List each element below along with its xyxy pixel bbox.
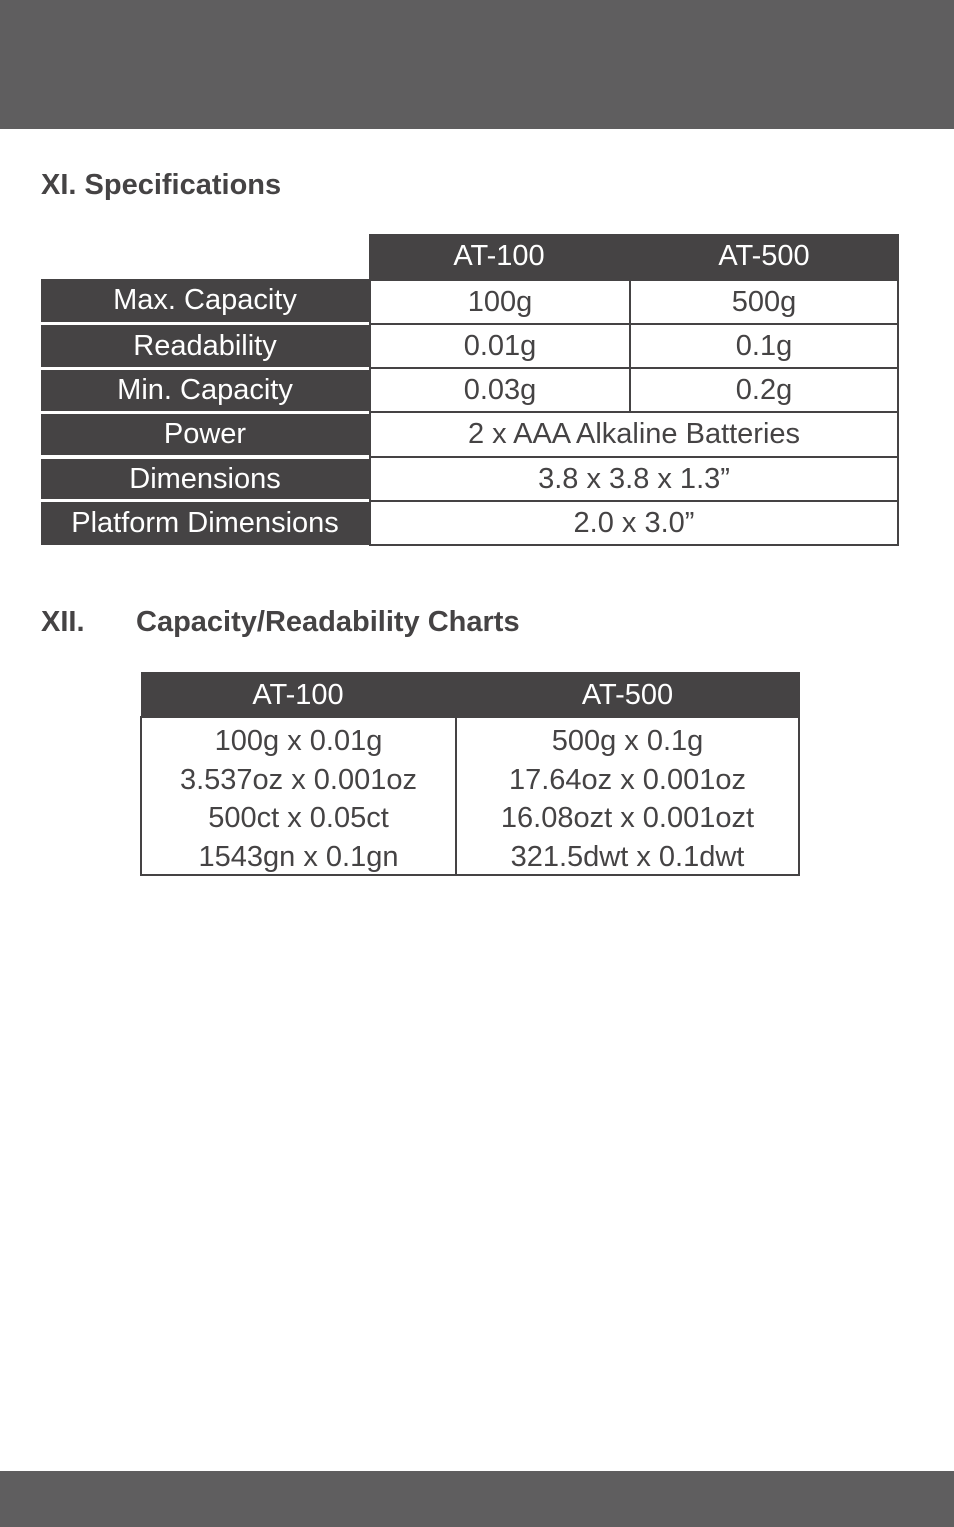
charts-heading: Capacity/Readability Charts: [136, 606, 520, 638]
spec-cell-platform-dimensions: 2.0 x 3.0”: [369, 500, 899, 546]
chart-line: 17.64oz x 0.001oz: [508, 763, 746, 796]
spec-cell-min-capacity-at500: 0.2g: [629, 367, 899, 413]
chart-col-header-at100: AT-100: [141, 672, 455, 718]
spec-cell-max-capacity-at500: 500g: [629, 279, 899, 325]
chart-line: 1543gn x 0.1gn: [198, 840, 399, 873]
spec-col-header-at100: AT-100: [369, 234, 629, 279]
chart-line: 16.08ozt x 0.001ozt: [500, 802, 755, 834]
spec-row-label-dimensions: Dimensions: [41, 459, 369, 499]
chart-line: 500ct x 0.05ct: [208, 802, 389, 834]
chart-line: 321.5dwt x 0.1dwt: [510, 840, 745, 873]
spec-row-label-platform-dimensions: Platform Dimensions: [41, 502, 369, 545]
chart-line: 100g x 0.01g: [214, 725, 383, 757]
spec-col-header-at500: AT-500: [629, 234, 899, 279]
chart-line: 3.537oz x 0.001oz: [179, 763, 417, 796]
specifications-heading: XI. Specifications: [41, 169, 282, 201]
spec-cell-max-capacity-at100: 100g: [369, 279, 631, 325]
chart-col-header-at500: AT-500: [455, 672, 800, 718]
chart-cell-at500: [455, 716, 800, 876]
spec-cell-dimensions: 3.8 x 3.8 x 1.3”: [369, 456, 899, 502]
chart-cell-at100: [140, 716, 457, 876]
chart-line: 500g x 0.1g: [551, 725, 704, 757]
spec-cell-min-capacity-at100: 0.03g: [369, 367, 631, 413]
spec-cell-readability-at500: 0.1g: [629, 323, 899, 369]
spec-row-label-min-capacity: Min. Capacity: [41, 370, 369, 411]
bottom-band: [0, 1471, 954, 1527]
spec-cell-readability-at100: 0.01g: [369, 323, 631, 369]
spec-row-label-power: Power: [41, 414, 369, 455]
top-band: [0, 0, 954, 129]
spec-cell-power: 2 x AAA Alkaline Batteries: [369, 411, 899, 458]
charts-section-number: XII.: [41, 606, 85, 638]
spec-row-label-readability: Readability: [41, 325, 369, 367]
spec-row-label-max-capacity: Max. Capacity: [41, 279, 369, 322]
